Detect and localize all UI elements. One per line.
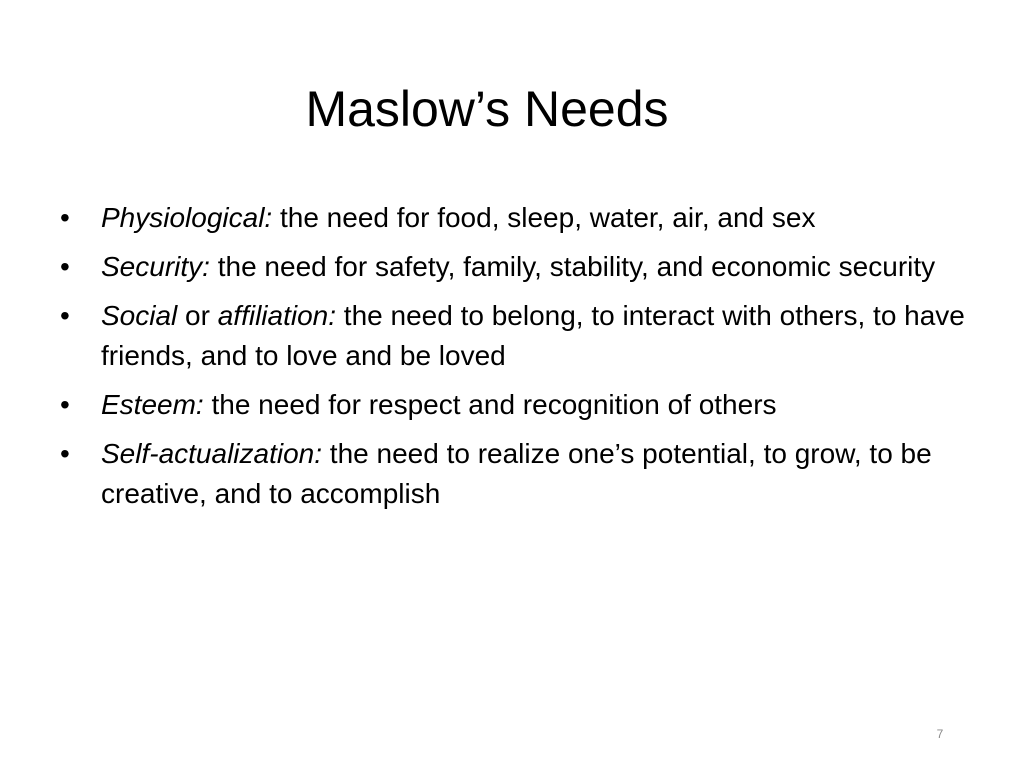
bullet-item-security: [60, 247, 990, 287]
bullet-text: the need for food, sleep, water, air, and sex: [272, 202, 816, 233]
bullet-text: the need to belong, to interact with others, to have friends, and to love and be loved: [101, 300, 965, 371]
bullet-connector: or: [177, 300, 218, 331]
bullet-item-physiological: [60, 198, 990, 238]
bullet-marker: •: [60, 389, 70, 420]
bullet-term: Security:: [101, 251, 210, 282]
bullet-marker: •: [60, 202, 70, 233]
bullet-term: Social: [101, 300, 178, 331]
bullet-marker: •: [60, 251, 70, 282]
slide-title: Maslow’s Needs: [305, 81, 669, 137]
bullet-text: the need to realize one’s potential, to grow, to be creative, and to accomplish: [101, 438, 932, 509]
bullet-term: Physiological:: [101, 202, 273, 233]
bullet-item-self-actualization: [60, 434, 990, 514]
bullet-term: Esteem:: [101, 389, 204, 420]
bullet-text: the need for respect and recognition of others: [203, 389, 777, 420]
bullet-text: the need for safety, family, stability, and economic security: [209, 251, 936, 282]
bullet-marker: •: [60, 438, 70, 469]
page-number: 7: [936, 727, 944, 741]
bullet-term: Self-actualization:: [101, 438, 323, 469]
bullet-list: [60, 198, 990, 523]
bullet-item-social: [60, 296, 990, 376]
bullet-term-secondary: affiliation:: [217, 300, 337, 331]
bullet-marker: •: [60, 300, 70, 331]
bullet-item-esteem: [60, 385, 990, 425]
